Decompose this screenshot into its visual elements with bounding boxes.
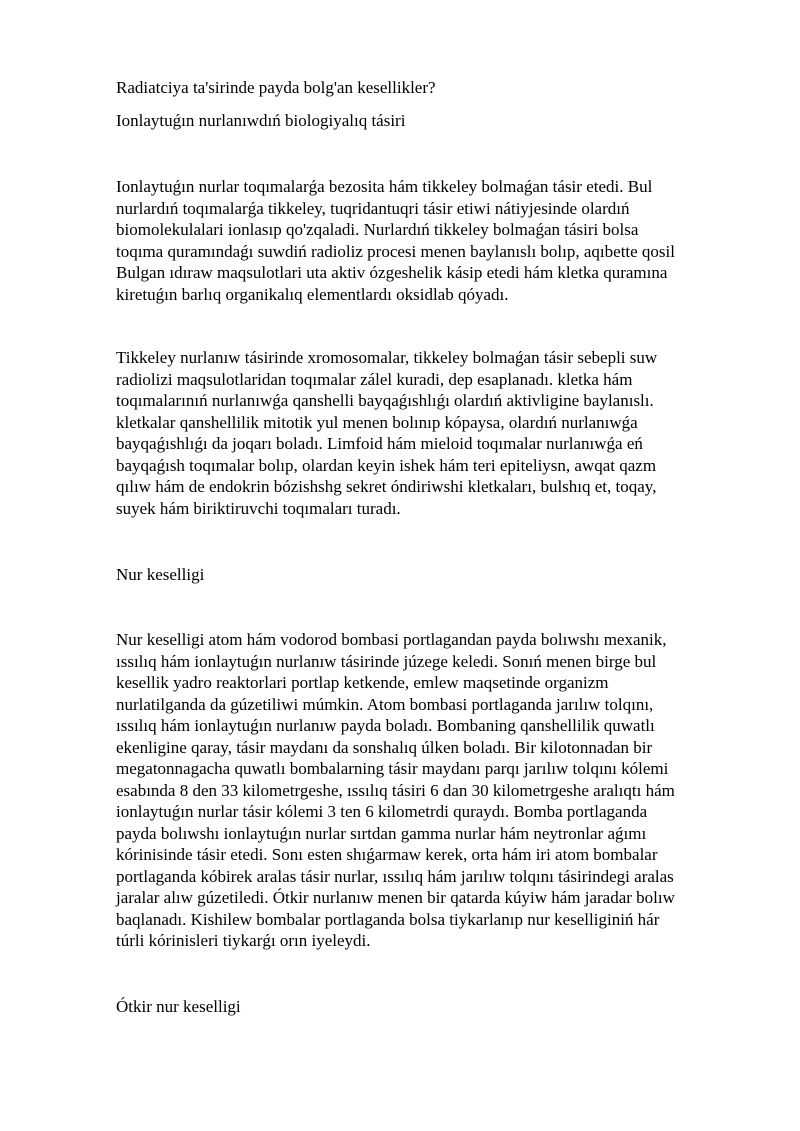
paragraph-line: nurlardıń toqımalarǵa tikkeley, tuqridantuqri tásir etiwi nátiyjesinde olardıń [116, 198, 630, 218]
document-question: Radiatciya ta'sirinde payda bolg'an kesellikler? [116, 78, 436, 97]
paragraph-line: biomolekulalari ionlasıp qo'zqaladi. Nurlardıń tikkeley bolmaǵan tásiri bolsa [116, 220, 639, 239]
paragraph-line: baqlanadı. Kishilew bombalar portlaganda bolsa tiykarlanıp nur keselliginiń hár [116, 909, 660, 929]
paragraph-line: kesellik yadro reaktorlari portlap ketkende, emlew maqsetinde organizm [116, 673, 609, 692]
paragraph-line: radiolizi maqsulotlaridan toqımalar zálel kuradi, dep esaplanadı. kletka hám [116, 369, 633, 389]
paragraph-line: ıssılıq hám ionlaytuǵın nurlanıw tásirinde júzege keledi. Sonıń menen birge bul [116, 651, 657, 671]
paragraph-line: kletkalar qanshellilik mitotik yul menen bolınıp kópaysa, olardıń nurlanıwǵa [116, 412, 638, 432]
paragraph-line: ıssılıq hám ionlaytuǵın nurlanıw payda boladı. Bombaning qanshellilik quwatlı [116, 716, 655, 735]
paragraph-line: bayqaǵısh toqımalar bolıp, olardan keyin ishek hám teri epiteliysn, awqat qazm [116, 455, 657, 475]
paragraph-line: Ionlaytuǵın nurlar toqımalarǵa bezosita hám tikkeley bolmaǵan tásir etedi. Bul [116, 177, 653, 196]
paragraph-3 [116, 629, 716, 952]
paragraph-line: qılıw hám de endokrin bózishshg sekret óndiriwshi kletkaları, bulshıq et, toqay, [116, 477, 657, 496]
paragraph-line: toqımalarınıń nurlanıwǵa qanshelli bayqaǵıshlıǵı olardıń aktivligine baylanıslı. [116, 391, 654, 410]
paragraph-line: ionlaytuǵın nurlar tásir kólemi 3 ten 6 kilometrdi quraydı. Bomba portlaganda [116, 802, 648, 821]
paragraph-line: Tikkeley nurlanıw tásirinde xromosomalar, tikkeley bolmaǵan tásir sebepli suw [116, 348, 658, 367]
paragraph-line: payda bolıwshı ionlaytuǵın nurlar sırtdan gamma nurlar hám neytronlar aǵımı [116, 823, 647, 843]
paragraph-line: bayqaǵıshlıǵı da joqarı boladı. Limfoid hám mieloid toqımalar nurlanıwǵa eń [116, 434, 643, 453]
paragraph-line: kiretuǵın barlıq organikalıq elementlardı oksidlab qóyadı. [116, 284, 509, 304]
paragraph-line: portlaganda kóbirek aralas tásir nurlar, ıssılıq hám jarılıw tolqını tásirindegi aralas [116, 866, 674, 886]
paragraph-line: nurlatilganda da gúzetiliwi múmkin. Atom bombasi portlaganda jarılıw tolqını, [116, 694, 654, 714]
paragraph-line: megatonnagacha quwatlı bombalarning tásir maydanı parqı jarılıw tolqını kólemi [116, 759, 669, 778]
paragraph-line: esabında 8 den 33 kilometrgeshe, ıssılıq tásiri 6 dan 30 kilometrgeshe aralıqtı hám [116, 780, 675, 800]
paragraph-2 [116, 347, 716, 519]
paragraph-line: ekenligine qaray, tásir maydanı da sonshalıq úlken boladı. Bir kilotonnadan bir [116, 737, 653, 757]
paragraph-1 [116, 176, 716, 305]
paragraph-line: toqıma quramındaǵı suwdiń radioliz procesi menen baylanıslı bolıp, aqıbette qosil [116, 241, 675, 261]
section-title-otkir-nur-keselligi: Ótkir nur keselligi [116, 997, 241, 1016]
paragraph-line: Bulgan ıdıraw maqsulotlari uta aktiv ózgeshelik kásip etedi hám kletka quramına [116, 263, 668, 282]
paragraph-line: túrli kórinisleri tiykarǵı orın iyeleydi. [116, 931, 371, 950]
paragraph-line: kórinisinde tásir etedi. Sonı esten shıǵarmaw kerek, orta hám iri atom bombalar [116, 845, 658, 864]
document-heading: Ionlaytuǵın nurlanıwdıń biologiyalıq tásiri [116, 111, 406, 130]
paragraph-line: jaralar alıw gúzetiledi. Ótkir nurlanıw menen bir qatarda kúyiw hám jaradar bolıw [116, 888, 675, 907]
paragraph-line: Nur keselligi atom hám vodorod bombasi portlagandan payda bolıwshı mexanik, [116, 630, 667, 649]
paragraph-line: suyek hám biriktiruvchi toqımaları turadı. [116, 498, 401, 518]
section-title-nur-keselligi: Nur keselligi [116, 565, 205, 584]
